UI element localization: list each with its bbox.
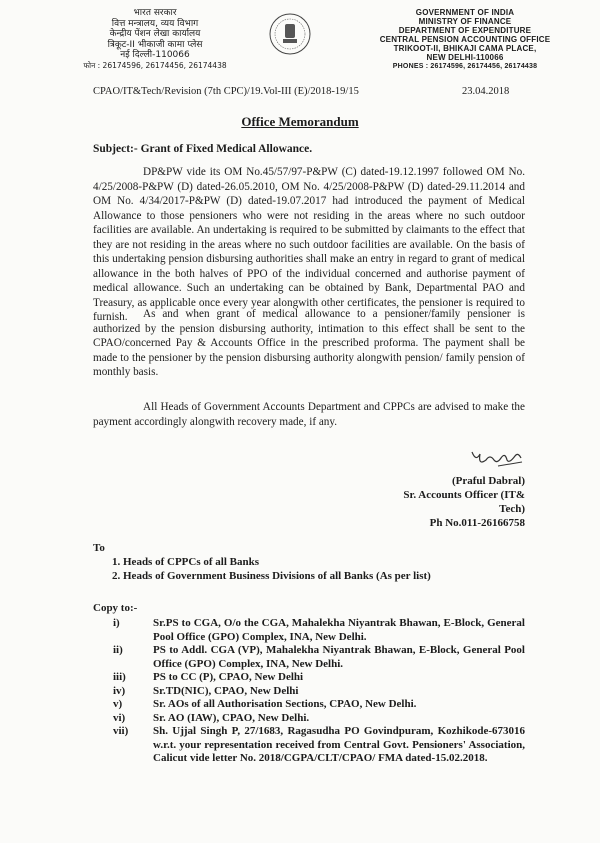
english-line: DEPARTMENT OF EXPENDITURE (398, 26, 532, 35)
item-text: Sr. AO (IAW), CPAO, New Delhi. (153, 711, 310, 724)
to-label: To (93, 542, 105, 554)
item-number: iii) (113, 671, 126, 683)
hindi-line: नई दिल्ली-110066 (120, 50, 190, 60)
item-text: Sh. Ujjal Singh P, 27/1683, Ragasudha PO Govindpuram, Kozhikode-673016 w.r.t. your representation received from Central Govt. Pensioners' Association, Calicut vide letter No. 2018/CGPA/CLT/CPAO/ FMA dated-15.02.2018. (153, 725, 525, 764)
item-text: Sr.TD(NIC), CPAO, New Delhi (153, 684, 299, 697)
signature-icon (468, 446, 528, 472)
memo-date: 23.04.2018 (462, 86, 510, 97)
item-number: vi) (113, 711, 126, 724)
list-item (113, 671, 525, 685)
item-number: i) (113, 617, 120, 629)
english-line: NEW DELHI-110066 (426, 53, 504, 62)
english-line: TRIKOOT-II, BHIKAJI CAMA PLACE, (393, 44, 537, 53)
item-number: v) (113, 698, 123, 710)
copy-to-label: Copy to:- (93, 602, 138, 614)
list-item (113, 644, 525, 671)
list-item (113, 685, 525, 699)
list-item (113, 617, 525, 644)
signatory-designation: Sr. Accounts Officer (IT& Tech) (403, 489, 525, 515)
english-letterhead (365, 8, 565, 71)
item-number: iv) (113, 684, 126, 697)
list-item: 1. Heads of CPPCs of all Banks (112, 556, 259, 568)
subject-line: Subject:- Grant of Fixed Medical Allowance. (93, 143, 313, 155)
signatory-block (380, 474, 525, 530)
list-item (113, 725, 525, 766)
english-phone: PHONES : 26174596, 26174456, 26174438 (392, 63, 538, 70)
item-text: Sr. AOs of all Authorisation Sections, CPAO, New Delhi. (153, 698, 417, 710)
item-text: Sr.PS to CGA, O/o the CGA, Mahalekha Niyantrak Bhawan, E-Block, General Pool Office (GPO) Complex, INA, New Delhi. (153, 617, 525, 643)
item-text: PS to CC (P), CPAO, New Delhi (153, 671, 304, 683)
english-line: CENTRAL PENSION ACCOUNTING OFFICE (379, 35, 551, 44)
copy-to-list (113, 617, 525, 766)
to-list (112, 556, 431, 583)
hindi-line: त्रिकूट-II भीकाजी कामा प्लेस (107, 39, 203, 50)
list-item (113, 712, 525, 726)
reference-number: CPAO/IT&Tech/Revision (7th CPC)/19.Vol-III (E)/2018-19/15 (93, 86, 359, 97)
emblem-seal-icon (268, 12, 312, 56)
item-text: PS to Addl. CGA (VP), Mahalekha Niyantrak Bhawan, E-Block, General Pool Office (GPO) Complex, INA, New Delhi. (153, 644, 525, 670)
paragraph-3: All Heads of Government Accounts Department and CPPCs are advised to make the payment accordingly alongwith recovery made, if any. (93, 401, 525, 428)
item-number: vii) (113, 725, 129, 737)
hindi-letterhead (70, 8, 240, 71)
hindi-line: भारत सरकार (133, 8, 177, 18)
english-line: MINISTRY OF FINANCE (418, 17, 512, 26)
english-line: GOVERNMENT OF INDIA (415, 8, 515, 17)
paragraph-1: DP&PW vide its OM No.45/57/97-P&PW (C) dated-19.12.1997 followed OM No. 4/25/2008-P&PW (D) dated-26.05.2010, OM No. 4/25/2008-P&PW (D) dated-29.11.2014 and OM No. 4/34/2017-P&PW (D) dated-19.07.2017 had introduced the payment of Medical Allowance to those pensioners who were not residing in the areas where no such outdoor facilities are available. An undertaking is required to be submitted by claimants to the effect that they are not residing in the areas where no such outdoor facilities are available. On the basis of this undertaking pension disbursing authorities shall make an entry in regard to grant of medical allowance in the both halves of PPO of the individual concerned and authorise payment of medical allowance. Such an undertaking can be obtained by Bank, Departmental PAO and Treasury, as applicable once every year alongwith other certificates, the pensioner is required to furnish. (93, 166, 525, 323)
page-title: Office Memorandum (241, 114, 359, 129)
list-item: 2. Heads of Government Business Divisions of all Banks (As per list) (112, 569, 431, 582)
hindi-line: केन्द्रीय पेंशन लेखा कार्यालय (109, 29, 201, 39)
signatory-phone: Ph No.011-26166758 (429, 517, 525, 529)
hindi-phone: फोन : 26174596, 26174456, 26174438 (83, 60, 227, 70)
paragraph-2: As and when grant of medical allowance to a pensioner/family pensioner is authorized by the pension disbursing authority, intimation to this effect shall be sent to the CPAO/concerned Pay & Accounts Office in the prescribed proforma. The payment shall be made to the pensioner by the pension disbursing authority alongwith pension/ family pension of monthly basis. (93, 308, 525, 378)
signatory-name: (Praful Dabral) (451, 475, 525, 487)
item-number: ii) (113, 644, 123, 656)
hindi-line: वित्त मन्त्रालय, व्यय विभाग (111, 18, 199, 29)
list-item (113, 698, 525, 712)
